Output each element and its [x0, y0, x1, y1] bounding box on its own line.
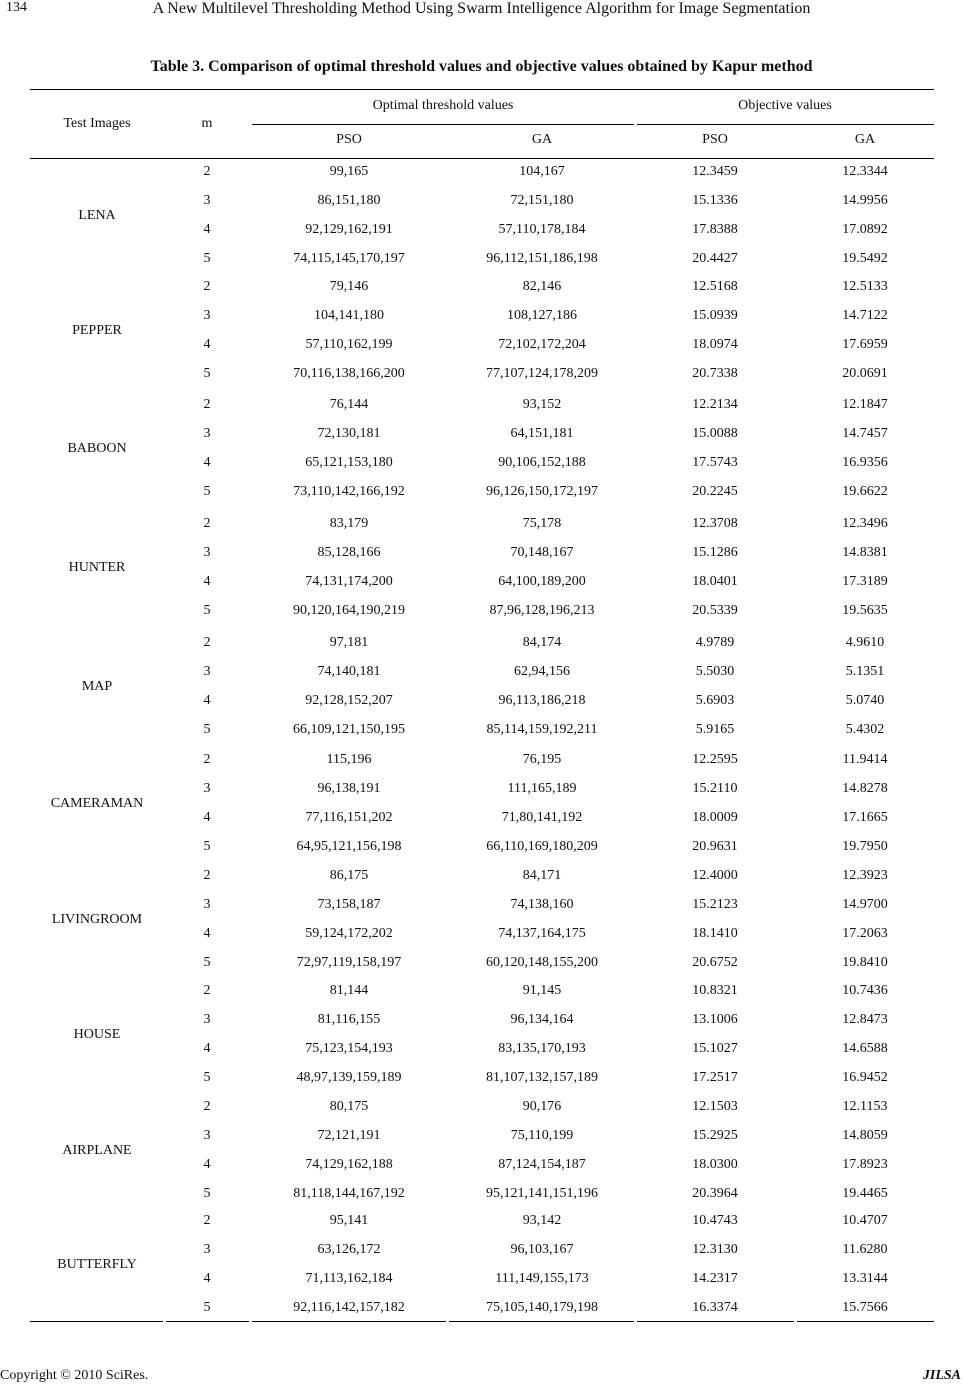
- table-cell-pso-th: 99,165: [329, 164, 369, 179]
- test-image-name: AIRPLANE: [62, 1142, 132, 1158]
- table-bottom-rule-c: [252, 1321, 446, 1322]
- table-cell-ga-th: 85,114,159,192,211: [486, 722, 598, 737]
- table-cell-ga-th: 91,145: [522, 983, 562, 998]
- table-cell-m: 4: [203, 337, 211, 352]
- table-cell-m: 5: [203, 366, 211, 381]
- table-bottom-rule-d: [449, 1321, 634, 1322]
- table-cell-ga-obj: 12.3344: [842, 164, 888, 179]
- table-cell-pso-obj: 5.6903: [695, 693, 735, 708]
- test-image-name: HUNTER: [68, 559, 126, 575]
- table-cell-ga-th: 84,171: [522, 868, 562, 883]
- table-cell-pso-th: 81,116,155: [317, 1012, 381, 1027]
- table-cell-pso-obj: 12.2595: [692, 752, 738, 767]
- table-cell-ga-obj: 5.1351: [845, 664, 885, 679]
- table-cell-m: 3: [203, 1128, 211, 1143]
- table-cell-m: 4: [203, 926, 211, 941]
- table-cell-ga-obj: 17.2063: [842, 926, 888, 941]
- table-cell-pso-th: 65,121,153,180: [305, 455, 393, 470]
- table-cell-ga-th: 83,135,170,193: [498, 1041, 586, 1056]
- table-cell-m: 4: [203, 1041, 211, 1056]
- table-cell-pso-obj: 20.5339: [692, 603, 738, 618]
- table-cell-ga-obj: 14.8059: [842, 1128, 888, 1143]
- table-cell-pso-obj: 12.3130: [692, 1242, 738, 1257]
- table-cell-ga-obj: 20.0691: [842, 366, 888, 381]
- table-cell-pso-obj: 12.3459: [692, 164, 738, 179]
- table-cell-m: 4: [203, 1157, 211, 1172]
- table-cell-m: 2: [203, 983, 211, 998]
- table-cell-pso-th: 81,144: [329, 983, 369, 998]
- table-cell-ga-obj: 5.0740: [845, 693, 885, 708]
- table-cell-ga-th: 77,107,124,178,209: [486, 366, 598, 381]
- table-cell-ga-th: 76,195: [522, 752, 562, 767]
- table-cell-ga-th: 87,124,154,187: [498, 1157, 586, 1172]
- table-cell-pso-obj: 12.3708: [692, 516, 738, 531]
- running-title: A New Multilevel Thresholding Method Using Swarm Intelligence Algorithm for Image Segmentation: [152, 0, 811, 17]
- table-cell-ga-obj: 14.7122: [842, 308, 888, 323]
- table-cell-pso-th: 81,118,144,167,192: [293, 1186, 405, 1201]
- table-cell-ga-th: 93,142: [522, 1213, 562, 1228]
- table-cell-pso-obj: 20.9631: [692, 839, 738, 854]
- table-cell-m: 4: [203, 693, 211, 708]
- table-cell-pso-obj: 20.4427: [692, 251, 738, 266]
- table-cell-pso-th: 72,97,119,158,197: [296, 955, 402, 970]
- table-cell-ga-obj: 12.3923: [842, 868, 888, 883]
- table-cell-ga-obj: 19.4465: [842, 1186, 888, 1201]
- table-cell-ga-th: 96,134,164: [510, 1012, 574, 1027]
- table-cell-ga-obj: 12.8473: [842, 1012, 888, 1027]
- table-cell-m: 3: [203, 897, 211, 912]
- table-cell-pso-obj: 12.4000: [692, 868, 738, 883]
- table-cell-pso-obj: 17.5743: [692, 455, 738, 470]
- test-image-name: HOUSE: [73, 1026, 121, 1042]
- header-test-images: Test Images: [63, 116, 131, 131]
- header-mid-rule-objective: [637, 124, 934, 125]
- table-cell-ga-obj: 19.8410: [842, 955, 888, 970]
- table-cell-pso-obj: 15.0939: [692, 308, 738, 323]
- table-cell-pso-th: 86,151,180: [317, 193, 381, 208]
- table-cell-pso-th: 92,129,162,191: [305, 222, 393, 237]
- table-cell-pso-obj: 12.5168: [692, 279, 738, 294]
- table-cell-pso-th: 72,121,191: [317, 1128, 381, 1143]
- table-cell-m: 2: [203, 868, 211, 883]
- table-cell-pso-th: 74,131,174,200: [305, 574, 393, 589]
- table-caption: Table 3. Comparison of optimal threshold values and objective values obtained by Kapur method: [150, 58, 813, 75]
- table-cell-m: 5: [203, 603, 211, 618]
- table-cell-pso-th: 80,175: [329, 1099, 369, 1114]
- table-cell-m: 2: [203, 752, 211, 767]
- table-bottom-rule-a: [30, 1321, 163, 1322]
- table-cell-m: 4: [203, 1271, 211, 1286]
- table-cell-ga-th: 96,103,167: [510, 1242, 574, 1257]
- table-cell-ga-th: 62,94,156: [514, 664, 570, 679]
- table-cell-pso-th: 63,126,172: [317, 1242, 381, 1257]
- table-cell-m: 5: [203, 722, 211, 737]
- header-ga-objective: GA: [854, 132, 876, 147]
- table-cell-pso-obj: 15.1336: [692, 193, 738, 208]
- table-cell-pso-obj: 15.0088: [692, 426, 738, 441]
- table-cell-ga-th: 96,126,150,172,197: [486, 484, 598, 499]
- table-cell-ga-obj: 16.9452: [842, 1070, 888, 1085]
- table-cell-pso-th: 74,115,145,170,197: [293, 251, 405, 266]
- table-cell-ga-th: 104,167: [519, 164, 565, 179]
- table-cell-ga-obj: 16.9356: [842, 455, 888, 470]
- table-cell-ga-th: 60,120,148,155,200: [486, 955, 598, 970]
- table-cell-pso-obj: 15.1027: [692, 1041, 738, 1056]
- table-cell-pso-obj: 17.8388: [692, 222, 738, 237]
- table-cell-ga-th: 64,151,181: [510, 426, 574, 441]
- table-cell-pso-obj: 15.1286: [692, 545, 738, 560]
- table-cell-pso-obj: 5.5030: [695, 664, 735, 679]
- table-cell-ga-obj: 19.6622: [842, 484, 888, 499]
- header-ga-threshold: GA: [531, 132, 553, 147]
- table-cell-m: 2: [203, 279, 211, 294]
- table-cell-m: 3: [203, 545, 211, 560]
- table-cell-pso-th: 48,97,139,159,189: [296, 1070, 402, 1085]
- test-image-name: LENA: [78, 207, 116, 223]
- table-cell-pso-obj: 12.1503: [692, 1099, 738, 1114]
- table-cell-ga-th: 96,113,186,218: [498, 693, 586, 708]
- table-cell-pso-obj: 18.1410: [692, 926, 738, 941]
- table-cell-pso-obj: 16.3374: [692, 1300, 738, 1315]
- table-cell-m: 5: [203, 251, 211, 266]
- test-image-name: PEPPER: [72, 322, 122, 338]
- table-cell-ga-th: 90,106,152,188: [498, 455, 586, 470]
- table-cell-pso-th: 83,179: [329, 516, 369, 531]
- footer-copyright: Copyright © 2010 SciRes.: [0, 1368, 149, 1383]
- table-cell-pso-th: 79,146: [329, 279, 369, 294]
- test-image-name: BUTTERFLY: [57, 1256, 137, 1272]
- table-cell-ga-obj: 10.7436: [842, 983, 888, 998]
- table-cell-pso-obj: 15.2123: [692, 897, 738, 912]
- table-cell-pso-th: 97,181: [329, 635, 369, 650]
- table-cell-m: 5: [203, 955, 211, 970]
- table-cell-pso-th: 73,110,142,166,192: [293, 484, 405, 499]
- table-cell-ga-obj: 14.7457: [842, 426, 888, 441]
- table-cell-ga-obj: 12.5133: [842, 279, 888, 294]
- table-cell-ga-th: 108,127,186: [507, 308, 577, 323]
- table-cell-ga-obj: 14.8278: [842, 781, 888, 796]
- table-bottom-rule-e: [637, 1321, 794, 1322]
- table-cell-pso-th: 74,129,162,188: [305, 1157, 393, 1172]
- table-cell-pso-th: 96,138,191: [317, 781, 381, 796]
- table-cell-ga-th: 72,102,172,204: [498, 337, 586, 352]
- table-cell-m: 3: [203, 426, 211, 441]
- table-cell-m: 3: [203, 1012, 211, 1027]
- table-cell-ga-obj: 12.1847: [842, 397, 888, 412]
- table-cell-m: 2: [203, 397, 211, 412]
- header-mid-rule-threshold: [252, 124, 634, 125]
- table-cell-pso-th: 92,116,142,157,182: [293, 1300, 405, 1315]
- table-bottom-rule-b: [166, 1321, 249, 1322]
- table-cell-ga-obj: 14.6588: [842, 1041, 888, 1056]
- page-number: 134: [6, 0, 27, 15]
- table-cell-pso-obj: 13.1006: [692, 1012, 738, 1027]
- table-cell-ga-obj: 15.7566: [842, 1300, 888, 1315]
- table-cell-ga-obj: 17.1665: [842, 810, 888, 825]
- header-optimal-threshold-values: Optimal threshold values: [372, 98, 514, 113]
- table-cell-pso-th: 71,113,162,184: [305, 1271, 393, 1286]
- table-cell-ga-th: 64,100,189,200: [498, 574, 586, 589]
- table-cell-ga-th: 75,178: [522, 516, 562, 531]
- table-cell-ga-th: 93,152: [522, 397, 562, 412]
- header-bottom-rule: [30, 158, 934, 159]
- table-cell-pso-obj: 20.6752: [692, 955, 738, 970]
- table-bottom-rule-f: [797, 1321, 934, 1322]
- table-cell-pso-th: 72,130,181: [317, 426, 381, 441]
- table-cell-m: 2: [203, 1213, 211, 1228]
- table-cell-pso-th: 57,110,162,199: [305, 337, 393, 352]
- table-cell-pso-obj: 18.0974: [692, 337, 738, 352]
- table-cell-m: 5: [203, 839, 211, 854]
- table-cell-m: 4: [203, 810, 211, 825]
- table-cell-ga-th: 70,148,167: [510, 545, 574, 560]
- table-cell-ga-obj: 19.5492: [842, 251, 888, 266]
- table-cell-pso-obj: 20.7338: [692, 366, 738, 381]
- table-cell-pso-th: 59,124,172,202: [305, 926, 393, 941]
- table-cell-pso-obj: 12.2134: [692, 397, 738, 412]
- table-cell-ga-obj: 5.4302: [845, 722, 885, 737]
- table-cell-ga-obj: 14.8381: [842, 545, 888, 560]
- table-cell-pso-obj: 18.0401: [692, 574, 738, 589]
- table-cell-pso-th: 104,141,180: [314, 308, 384, 323]
- table-cell-m: 5: [203, 1300, 211, 1315]
- table-cell-m: 3: [203, 1242, 211, 1257]
- table-cell-pso-th: 70,116,138,166,200: [293, 366, 405, 381]
- table-cell-pso-th: 77,116,151,202: [305, 810, 393, 825]
- table-cell-pso-obj: 15.2110: [692, 781, 738, 796]
- table-cell-pso-th: 86,175: [329, 868, 369, 883]
- table-cell-ga-th: 72,151,180: [510, 193, 574, 208]
- table-cell-ga-obj: 17.0892: [842, 222, 888, 237]
- table-cell-pso-obj: 18.0009: [692, 810, 738, 825]
- table-cell-ga-obj: 19.7950: [842, 839, 888, 854]
- test-image-name: MAP: [81, 678, 113, 694]
- table-cell-pso-th: 75,123,154,193: [305, 1041, 393, 1056]
- table-cell-ga-obj: 10.4707: [842, 1213, 888, 1228]
- table-cell-m: 3: [203, 781, 211, 796]
- table-cell-pso-th: 92,128,152,207: [305, 693, 393, 708]
- table-cell-ga-th: 57,110,178,184: [498, 222, 586, 237]
- table-cell-ga-th: 87,96,128,196,213: [489, 603, 595, 618]
- table-cell-ga-obj: 12.1153: [842, 1099, 888, 1114]
- table-cell-ga-th: 75,110,199: [510, 1128, 574, 1143]
- footer-journal: JILSA: [922, 1368, 961, 1383]
- table-cell-pso-obj: 5.9165: [695, 722, 735, 737]
- table-cell-ga-th: 82,146: [522, 279, 562, 294]
- table-cell-pso-th: 115,196: [326, 752, 372, 767]
- table-cell-m: 5: [203, 484, 211, 499]
- table-cell-m: 3: [203, 308, 211, 323]
- table-cell-pso-obj: 18.0300: [692, 1157, 738, 1172]
- table-cell-m: 2: [203, 1099, 211, 1114]
- table-cell-pso-obj: 10.8321: [692, 983, 738, 998]
- table-cell-ga-obj: 14.9700: [842, 897, 888, 912]
- table-cell-ga-th: 111,165,189: [507, 781, 577, 796]
- table-cell-m: 4: [203, 222, 211, 237]
- table-cell-ga-th: 90,176: [522, 1099, 562, 1114]
- test-image-name: CAMERAMAN: [50, 795, 144, 811]
- table-cell-pso-th: 73,158,187: [317, 897, 381, 912]
- table-cell-m: 3: [203, 193, 211, 208]
- table-top-rule: [30, 89, 934, 90]
- table-cell-pso-th: 66,109,121,150,195: [293, 722, 405, 737]
- table-cell-ga-th: 74,137,164,175: [498, 926, 586, 941]
- table-cell-ga-th: 81,107,132,157,189: [486, 1070, 598, 1085]
- table-cell-pso-th: 90,120,164,190,219: [293, 603, 405, 618]
- table-cell-pso-obj: 20.3964: [692, 1186, 738, 1201]
- table-cell-pso-th: 64,95,121,156,198: [296, 839, 402, 854]
- table-cell-pso-th: 95,141: [329, 1213, 369, 1228]
- table-cell-ga-obj: 4.9610: [845, 635, 885, 650]
- table-cell-ga-th: 75,105,140,179,198: [486, 1300, 598, 1315]
- table-cell-pso-obj: 10.4743: [692, 1213, 738, 1228]
- header-objective-values: Objective values: [738, 98, 832, 113]
- table-cell-m: 2: [203, 516, 211, 531]
- table-cell-ga-th: 96,112,151,186,198: [486, 251, 598, 266]
- test-image-name: BABOON: [67, 440, 127, 456]
- table-cell-m: 5: [203, 1070, 211, 1085]
- table-cell-ga-obj: 17.3189: [842, 574, 888, 589]
- table-cell-ga-obj: 12.3496: [842, 516, 888, 531]
- table-cell-pso-obj: 20.2245: [692, 484, 738, 499]
- table-cell-ga-obj: 13.3144: [842, 1271, 888, 1286]
- table-cell-ga-th: 95,121,141,151,196: [486, 1186, 598, 1201]
- table-cell-ga-th: 66,110,169,180,209: [486, 839, 598, 854]
- table-cell-ga-obj: 11.9414: [842, 752, 888, 767]
- table-cell-m: 4: [203, 455, 211, 470]
- table-cell-m: 5: [203, 1186, 211, 1201]
- table-cell-pso-th: 76,144: [329, 397, 369, 412]
- table-cell-pso-obj: 17.2517: [692, 1070, 738, 1085]
- header-pso-objective: PSO: [702, 132, 728, 147]
- test-image-name: LIVINGROOM: [51, 911, 143, 927]
- table-cell-ga-th: 111,149,155,173: [495, 1271, 589, 1286]
- table-cell-ga-obj: 19.5635: [842, 603, 888, 618]
- table-cell-pso-obj: 4.9789: [695, 635, 735, 650]
- table-cell-ga-th: 74,138,160: [510, 897, 574, 912]
- table-cell-ga-obj: 17.6959: [842, 337, 888, 352]
- table-cell-m: 2: [203, 164, 211, 179]
- table-cell-m: 4: [203, 574, 211, 589]
- table-cell-m: 2: [203, 635, 211, 650]
- table-cell-pso-obj: 15.2925: [692, 1128, 738, 1143]
- table-cell-pso-th: 85,128,166: [317, 545, 381, 560]
- table-cell-ga-obj: 11.6280: [842, 1242, 888, 1257]
- table-cell-ga-th: 71,80,141,192: [501, 810, 583, 825]
- table-cell-m: 3: [203, 664, 211, 679]
- table-cell-pso-obj: 14.2317: [692, 1271, 738, 1286]
- table-cell-ga-obj: 17.8923: [842, 1157, 888, 1172]
- table-cell-pso-th: 74,140,181: [317, 664, 381, 679]
- table-cell-ga-obj: 14.9956: [842, 193, 888, 208]
- table-cell-ga-th: 84,174: [522, 635, 562, 650]
- header-m: m: [201, 116, 213, 131]
- header-pso-threshold: PSO: [336, 132, 362, 147]
